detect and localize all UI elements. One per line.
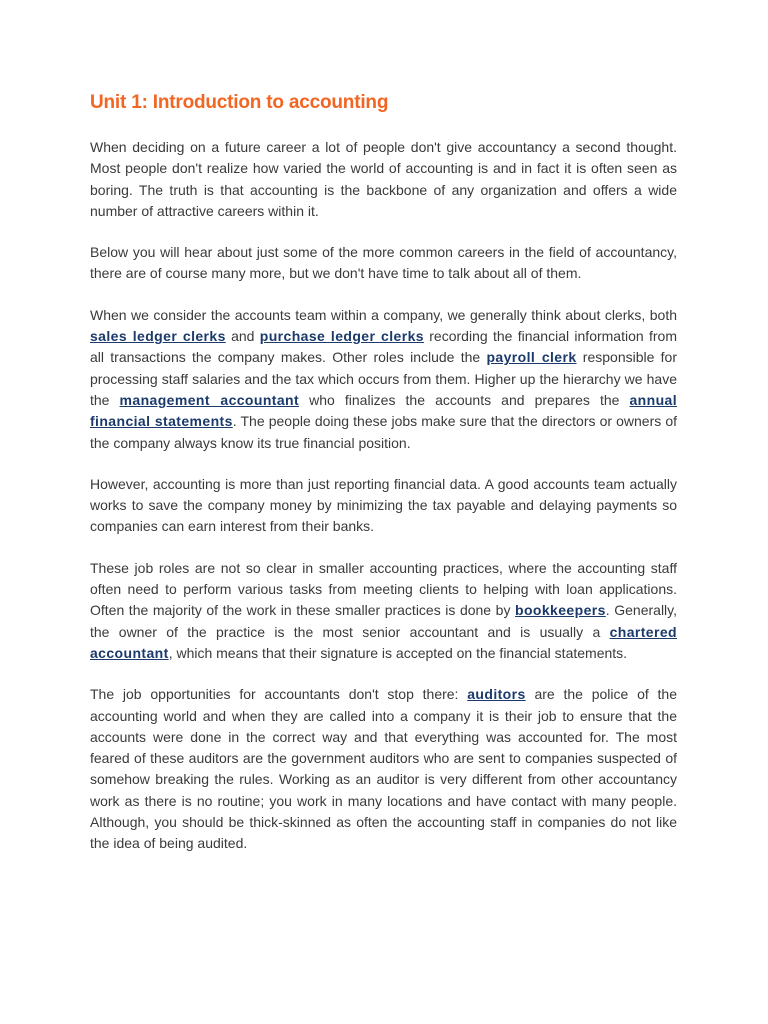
- paragraph-2: [90, 242, 677, 285]
- document-body: [90, 137, 677, 855]
- paragraph-3: [90, 305, 677, 454]
- paragraph-text: recording the financial information from all transactions the company makes. Other roles include the: [90, 328, 677, 366]
- paragraph-text: . The people doing these jobs make sure that the directors or owners of the company always know its true financial position.: [90, 413, 677, 451]
- link-management-accountant[interactable]: management accountant: [119, 391, 300, 408]
- paragraph-text: Below you will hear about just some of the more common careers in the field of accountancy, there are of course many more, but we don't have time to talk about all of them.: [90, 244, 677, 282]
- paragraph-5: [90, 558, 677, 664]
- paragraph-1: [90, 137, 677, 222]
- paragraph-text: , which means that their signature is accepted on the financial statements.: [168, 644, 628, 661]
- paragraph-6: [90, 684, 677, 854]
- paragraph-text: and: [225, 328, 260, 345]
- paragraph-text: The job opportunities for accountants don't stop there:: [90, 686, 468, 703]
- link-chartered-accountant[interactable]: chartered accountant: [90, 623, 677, 661]
- paragraph-4: [90, 474, 677, 538]
- link-sales-ledger-clerks[interactable]: sales ledger clerks: [90, 328, 226, 345]
- link-annual-financial-statements[interactable]: annual financial statements: [90, 391, 678, 430]
- link-bookkeepers[interactable]: bookkeepers: [515, 602, 606, 619]
- paragraph-text: These job roles are not so clear in smaller accounting practices, where the accounting staff often need to perform various tasks from meeting clients to helping with loan applications. Often the majority of the work in these smaller practices is done by: [90, 559, 677, 619]
- link-purchase-ledger-clerks[interactable]: purchase ledger clerks: [259, 328, 424, 345]
- document-page: [90, 88, 677, 875]
- link-auditors[interactable]: auditors: [467, 686, 526, 703]
- paragraph-text: . Generally, the owner of the practice is the most senior accountant and is usually a: [90, 602, 678, 640]
- paragraph-text: are the police of the accounting world and when they are called into a company it is their job to ensure that the accounts were done in the correct way and that everything was accounted for. The most feared of these auditors are the government auditors who are sent to companies suspected of somehow breaking the rules. Working as an auditor is very different from other accountancy work as there is no routine; you work in many locations and have contact with many people. Although, you should be thick-skinned as often the accounting staff in companies do not like the idea of being audited.: [90, 686, 677, 852]
- paragraph-text: When deciding on a future career a lot of people don't give accountancy a second thought. Most people don't realize how varied the world of accounting is and in fact it is often seen as boring. The truth is that accounting is the backbone of any organization and offers a wide number of attractive careers within it.: [90, 139, 677, 219]
- link-payroll-clerk[interactable]: payroll clerk: [486, 349, 577, 366]
- paragraph-text: When we consider the accounts team within a company, we generally think about clerks, both: [90, 306, 677, 323]
- paragraph-text: who finalizes the accounts and prepares the: [299, 391, 630, 408]
- paragraph-text: However, accounting is more than just reporting financial data. A good accounts team actually works to save the company money by minimizing the tax payable and delaying payments so companies can earn interest from their banks.: [90, 475, 677, 535]
- paragraph-text: responsible for processing staff salaries and the tax which occurs from them. Higher up the hierarchy we have the: [90, 349, 677, 408]
- page-title: Unit 1: Introduction to accounting: [90, 92, 389, 113]
